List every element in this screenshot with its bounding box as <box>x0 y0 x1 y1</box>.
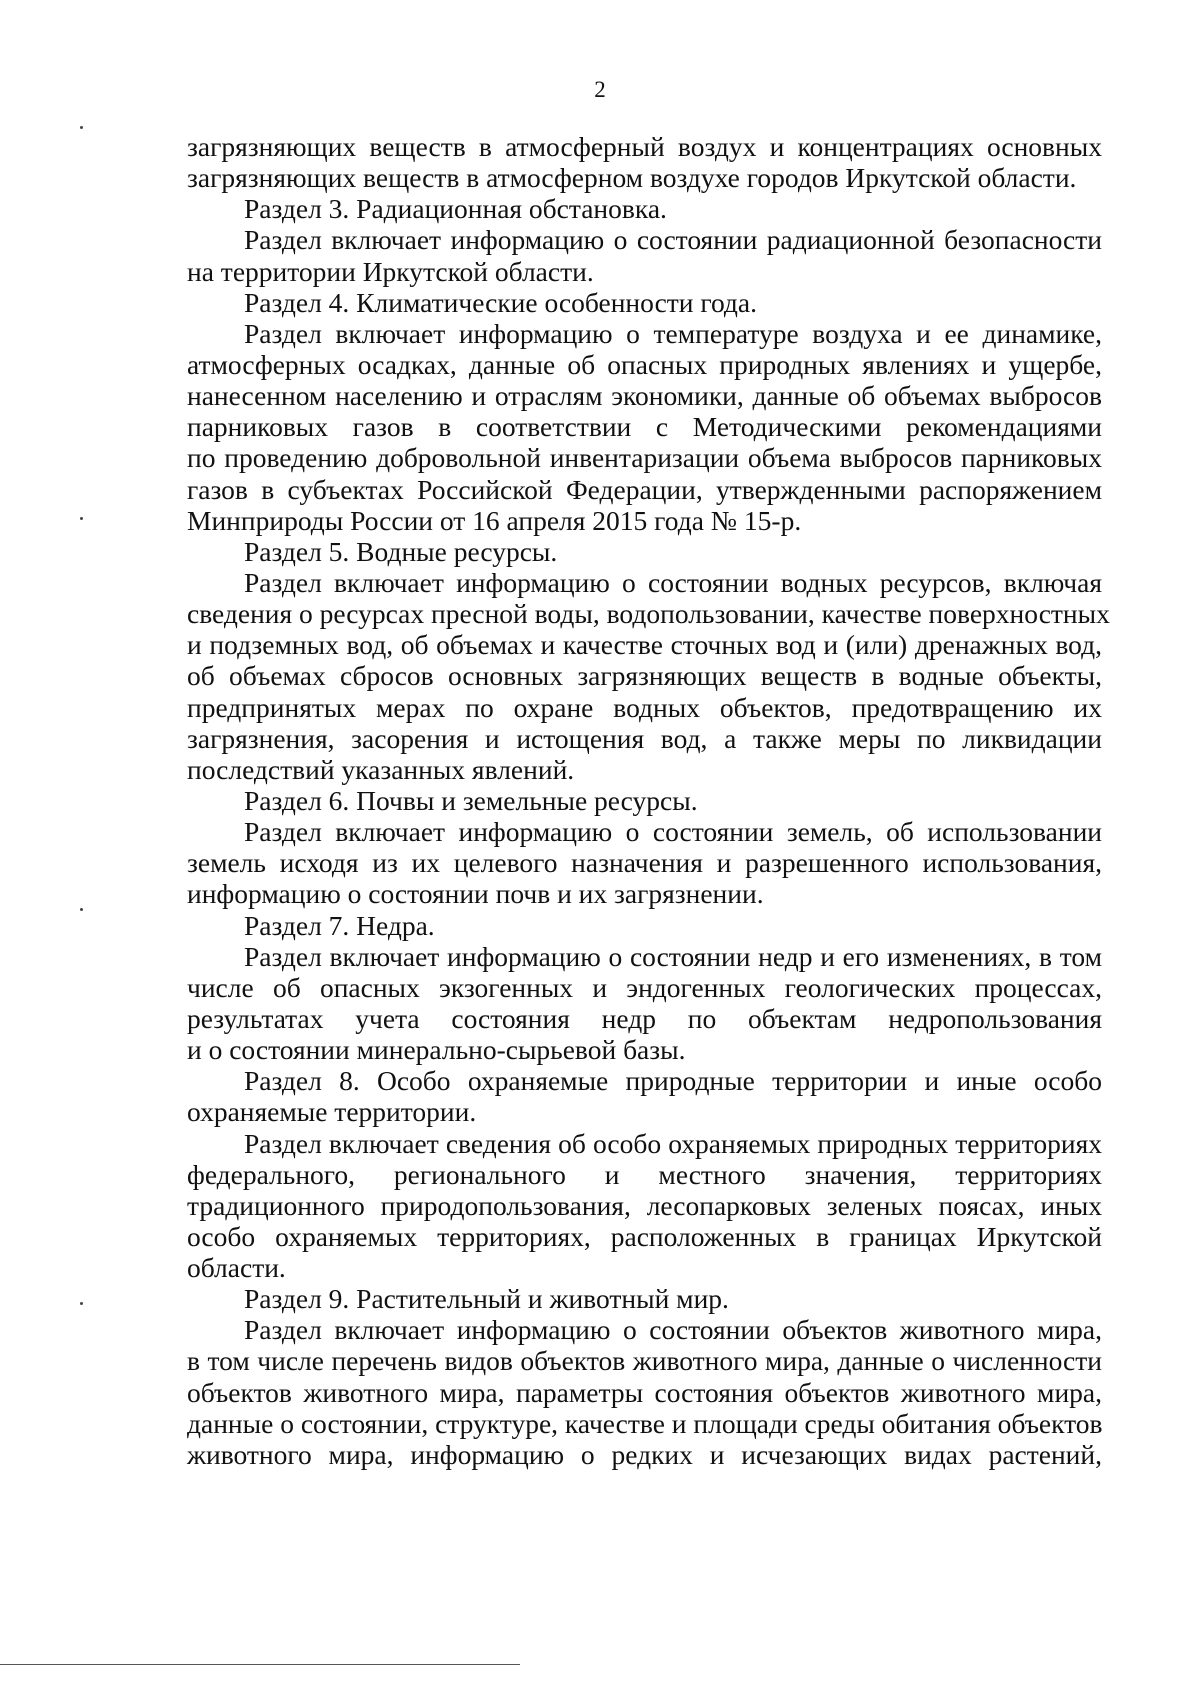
paragraph-first-line: Раздел включает информацию о состоянии радиационной безопасности <box>244 224 1102 256</box>
paragraph-first-line: Раздел 5. Водные ресурсы. <box>244 535 558 567</box>
paragraph-line: парниковых газов в соответствии с Методическими рекомендациями <box>187 411 1102 443</box>
paragraph-first-line: загрязняющих веществ в атмосферный воздух и концентрациях основных <box>187 131 1102 162</box>
paragraph-line: федерального, регионального и местного значения, территориях <box>187 1158 1102 1190</box>
scan-mark <box>80 517 83 520</box>
paragraph-line: по проведению добровольной инвентаризации объема выбросов парниковых <box>187 442 1102 474</box>
paragraph-line: загрязняющих веществ в атмосферном воздухе городов Иркутской области. <box>187 162 1077 194</box>
paragraph-line: и подземных вод, об объемах и качестве сточных вод и (или) дренажных вод, <box>187 629 1102 661</box>
scan-mark <box>80 126 83 129</box>
scan-mark <box>80 1302 83 1305</box>
paragraph-line: атмосферных осадках, данные об опасных природных явлениях и ущербе, <box>187 348 1102 380</box>
paragraph-line: предпринятых мерах по охране водных объектов, предотвращению их <box>187 691 1102 723</box>
paragraph-line: области. <box>187 1252 286 1284</box>
paragraph-line: охраняемые территории. <box>187 1096 477 1128</box>
paragraph-line: об объемах сбросов основных загрязняющих веществ в водные объекты, <box>187 660 1102 692</box>
paragraph-first-line: Раздел 4. Климатические особенности года. <box>244 286 758 318</box>
bottom-scan-edge <box>0 1664 520 1665</box>
paragraph-first-line: Раздел включает сведения об особо охраняемых природных территориях <box>244 1127 1102 1159</box>
paragraph-line: животного мира, информацию о редких и исчезающих видах растений, <box>187 1438 1102 1470</box>
paragraph-first-line: Раздел включает информацию о состоянии недр и его изменениях, в том <box>244 940 1102 972</box>
paragraph-line: нанесенном населению и отраслям экономики, данные об объемах выбросов <box>187 380 1102 412</box>
paragraph-first-line: Раздел 6. Почвы и земельные ресурсы. <box>244 784 698 816</box>
paragraph-first-line: Раздел включает информацию о состоянии земель, об использовании <box>244 816 1102 848</box>
paragraph-line: и о состоянии минерально-сырьевой базы. <box>187 1034 686 1066</box>
paragraph-line: земель исходя из их целевого назначения и разрешенного использования, <box>187 847 1102 879</box>
scan-mark <box>80 908 83 911</box>
paragraph-first-line: Раздел 9. Растительный и животный мир. <box>244 1283 729 1315</box>
paragraph-first-line: Раздел 8. Особо охраняемые природные территории и иные особо <box>244 1065 1102 1097</box>
paragraph-first-line: Раздел 7. Недра. <box>244 909 435 941</box>
paragraph-line: особо охраняемых территориях, расположенных в границах Иркутской <box>187 1220 1102 1252</box>
paragraph-line: традиционного природопользования, лесопарковых зеленых поясах, иных <box>187 1189 1102 1221</box>
paragraph-line: данные о состоянии, структуре, качестве и площади среды обитания объектов <box>187 1407 1103 1439</box>
paragraph-line: газов в субъектах Российской Федерации, утвержденными распоряжением <box>187 473 1102 505</box>
paragraph-first-line: Раздел включает информацию о состоянии объектов животного мира, <box>244 1314 1102 1346</box>
paragraph-first-line: Раздел 3. Радиационная обстановка. <box>244 193 667 225</box>
paragraph-line: загрязнения, засорения и истощения вод, а также меры по ликвидации <box>187 722 1102 754</box>
document-body <box>187 131 1110 1470</box>
paragraph-line: информацию о состоянии почв и их загрязнении. <box>187 878 764 910</box>
paragraph-line: результатах учета состояния недр по объектам недропользования <box>187 1002 1102 1034</box>
page-number: 2 <box>594 77 606 102</box>
paragraph-line: на территории Иркутской области. <box>187 255 594 287</box>
paragraph-line: в том числе перечень видов объектов животного мира, данные о численности <box>187 1345 1102 1377</box>
paragraph-line: числе об опасных экзогенных и эндогенных геологических процессах, <box>187 971 1102 1003</box>
paragraph-line: сведения о ресурсах пресной воды, водопользовании, качестве поверхностных <box>187 598 1110 630</box>
paragraph-line: Минприроды России от 16 апреля 2015 года № 15-р. <box>187 504 802 536</box>
paragraph-line: объектов животного мира, параметры состояния объектов животного мира, <box>187 1376 1102 1408</box>
paragraph-first-line: Раздел включает информацию о температуре воздуха и ее динамике, <box>244 317 1102 349</box>
paragraph-first-line: Раздел включает информацию о состоянии водных ресурсов, включая <box>244 566 1102 598</box>
paragraph-line: последствий указанных явлений. <box>187 753 575 785</box>
